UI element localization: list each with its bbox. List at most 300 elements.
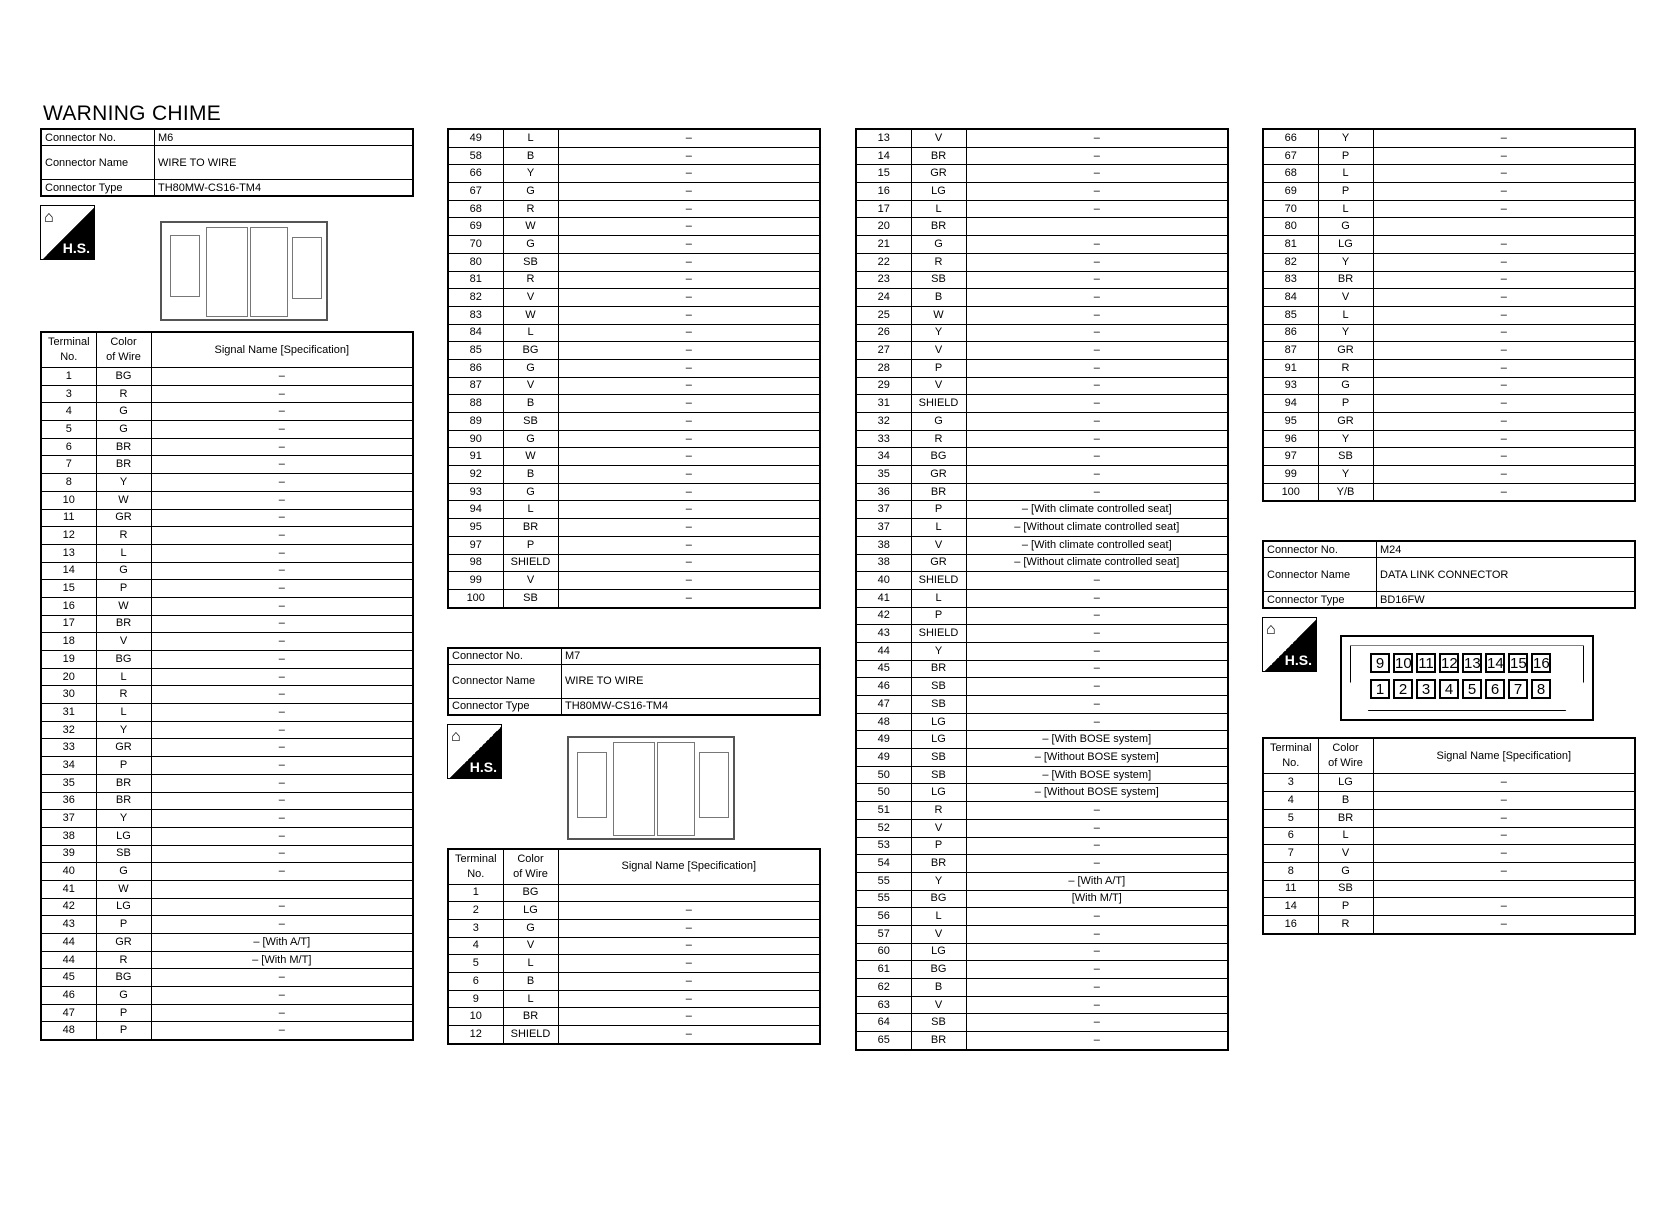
m24-connector-name: DATA LINK CONNECTOR [1377, 558, 1636, 592]
terminal-no: 63 [856, 996, 911, 1014]
wire-color: W [911, 306, 966, 324]
wire-color: LG [911, 731, 966, 749]
table-row [448, 955, 820, 973]
signal-name: – [151, 385, 413, 403]
terminal-no: 45 [856, 660, 911, 678]
table-row [41, 633, 413, 651]
signal-name: – [1373, 183, 1635, 201]
signal-name: – [Without climate controlled seat] [966, 519, 1228, 537]
table-row [448, 501, 820, 519]
signal-name: – [558, 501, 820, 519]
m7-connector-no: M7 [562, 648, 821, 665]
terminal-no: 46 [856, 678, 911, 696]
wire-color: Y [96, 474, 151, 492]
table-row [448, 483, 820, 501]
wire-color: V [503, 377, 558, 395]
terminal-no: 84 [1263, 289, 1318, 307]
signal-name: – [1373, 430, 1635, 448]
terminal-no: 11 [41, 509, 96, 527]
table-row [856, 430, 1228, 448]
wire-color: L [503, 990, 558, 1008]
wire-color: BG [96, 368, 151, 386]
wire-color: V [503, 289, 558, 307]
wire-color: P [1318, 183, 1373, 201]
signal-name [151, 880, 413, 898]
table-row [1263, 147, 1635, 165]
terminal-no: 85 [448, 342, 503, 360]
wire-color: P [911, 837, 966, 855]
signal-name: – [151, 792, 413, 810]
signal-name: – [966, 342, 1228, 360]
table-row [41, 969, 413, 987]
signal-name: – [151, 757, 413, 775]
signal-name: – [558, 937, 820, 955]
signal-name: – [966, 183, 1228, 201]
wire-color: Y/B [1318, 483, 1373, 501]
signal-name: – [966, 147, 1228, 165]
wire-color: V [96, 633, 151, 651]
table-row [41, 951, 413, 969]
table-row [41, 562, 413, 580]
wire-color: LG [911, 784, 966, 802]
signal-name [1373, 880, 1635, 898]
table-row [41, 1004, 413, 1022]
terminal-no: 16 [1263, 915, 1318, 933]
signal-name: – [966, 642, 1228, 660]
table-row [1263, 395, 1635, 413]
terminal-no: 68 [1263, 165, 1318, 183]
wire-color: P [911, 607, 966, 625]
signal-name: – [558, 990, 820, 1008]
signal-header: Signal Name [Specification] [151, 332, 413, 368]
wire-color: L [503, 501, 558, 519]
table-row [1263, 342, 1635, 360]
signal-name: – [558, 955, 820, 973]
table-row [856, 607, 1228, 625]
table-row [1263, 359, 1635, 377]
column-2 [447, 128, 821, 1045]
wire-color: Y [1318, 324, 1373, 342]
signal-name: – [1373, 147, 1635, 165]
signal-name: – [558, 236, 820, 254]
terminal-no: 6 [448, 973, 503, 991]
wire-color: P [1318, 898, 1373, 916]
terminal-no: 38 [856, 554, 911, 572]
signal-name: – [1373, 448, 1635, 466]
table-row [856, 784, 1228, 802]
terminal-no: 6 [41, 438, 96, 456]
table-row [856, 979, 1228, 997]
table-row [448, 271, 820, 289]
wire-color: L [503, 955, 558, 973]
table-row [856, 342, 1228, 360]
wire-color: BG [503, 884, 558, 902]
wire-color: L [1318, 827, 1373, 845]
signal-name: – [558, 919, 820, 937]
terminal-no: 47 [856, 696, 911, 714]
terminal-no: 32 [41, 721, 96, 739]
terminal-no-header: Terminal No. [448, 849, 503, 885]
terminal-no: 66 [1263, 129, 1318, 147]
wire-color: L [503, 129, 558, 147]
signal-name: – [966, 483, 1228, 501]
signal-name: – [966, 1014, 1228, 1032]
wire-color: G [503, 183, 558, 201]
terminal-no: 69 [448, 218, 503, 236]
terminal-no: 15 [856, 165, 911, 183]
terminal-no: 100 [448, 589, 503, 607]
table-row [856, 536, 1228, 554]
terminal-no: 44 [41, 951, 96, 969]
signal-name: – [558, 413, 820, 431]
table-row [856, 943, 1228, 961]
table-row [856, 200, 1228, 218]
dlc-pin: 4 [1439, 679, 1459, 699]
signal-name: – [151, 633, 413, 651]
wire-color: Y [911, 642, 966, 660]
table-row [856, 395, 1228, 413]
terminal-no: 81 [1263, 236, 1318, 254]
signal-name: – [151, 898, 413, 916]
table-row [448, 324, 820, 342]
signal-name: – [1373, 413, 1635, 431]
table-row [856, 165, 1228, 183]
terminal-no: 13 [41, 544, 96, 562]
table-row [41, 810, 413, 828]
color-header: Color of Wire [96, 332, 151, 368]
signal-name: – [966, 359, 1228, 377]
wire-color: V [503, 572, 558, 590]
table-row [448, 519, 820, 537]
table-row [1263, 200, 1635, 218]
terminal-no: 83 [448, 306, 503, 324]
wire-color: BR [911, 855, 966, 873]
data-link-connector-face-icon [1340, 635, 1594, 721]
wire-color: L [1318, 200, 1373, 218]
table-row [1263, 430, 1635, 448]
m24-terminal-table [1262, 737, 1636, 934]
signal-name: – [151, 704, 413, 722]
signal-name: – [1373, 827, 1635, 845]
terminal-no: 52 [856, 819, 911, 837]
signal-name: – [558, 466, 820, 484]
terminal-no: 8 [41, 474, 96, 492]
signal-name: – [558, 572, 820, 590]
wire-color: V [911, 377, 966, 395]
table-row [41, 1022, 413, 1040]
wire-color: BG [96, 969, 151, 987]
signal-name: – [151, 597, 413, 615]
column-1 [40, 128, 414, 1041]
terminal-no: 50 [856, 784, 911, 802]
wire-color: BR [911, 483, 966, 501]
table-row [856, 961, 1228, 979]
table-row [856, 1032, 1228, 1050]
table-row [41, 757, 413, 775]
table-row [448, 413, 820, 431]
table-row [448, 359, 820, 377]
terminal-no: 86 [448, 359, 503, 377]
table-row [856, 572, 1228, 590]
wire-color: SB [96, 845, 151, 863]
terminal-no: 20 [856, 218, 911, 236]
table-row [448, 466, 820, 484]
signal-name: – [151, 739, 413, 757]
signal-name: – [With A/T] [966, 872, 1228, 890]
wire-color: SHIELD [911, 625, 966, 643]
table-row [856, 377, 1228, 395]
terminal-no: 45 [41, 969, 96, 987]
wire-color: R [1318, 359, 1373, 377]
signal-name: – [With climate controlled seat] [966, 536, 1228, 554]
wire-color: LG [911, 713, 966, 731]
terminal-no: 7 [1263, 845, 1318, 863]
table-row [448, 183, 820, 201]
terminal-no: 53 [856, 837, 911, 855]
terminal-no: 28 [856, 359, 911, 377]
signal-name: – [558, 218, 820, 236]
table-row [448, 342, 820, 360]
wire-color: L [911, 908, 966, 926]
m24-diagram [1262, 609, 1636, 737]
terminal-no: 9 [448, 990, 503, 1008]
terminal-no: 3 [448, 919, 503, 937]
table-row [41, 686, 413, 704]
wire-color: LG [503, 902, 558, 920]
table-row [448, 236, 820, 254]
wire-color: G [503, 919, 558, 937]
table-row [856, 289, 1228, 307]
table-row [1263, 483, 1635, 501]
table-row [41, 615, 413, 633]
terminal-no: 44 [41, 934, 96, 952]
signal-name: – [151, 810, 413, 828]
table-row [448, 589, 820, 607]
dlc-pin: 14 [1487, 655, 1504, 673]
table-row [41, 527, 413, 545]
signal-name [1373, 218, 1635, 236]
table-row [856, 696, 1228, 714]
terminal-no: 21 [856, 236, 911, 254]
terminal-no: 67 [448, 183, 503, 201]
table-row [41, 597, 413, 615]
wire-color: BR [96, 615, 151, 633]
signal-name: – [151, 421, 413, 439]
signal-name: – [1373, 809, 1635, 827]
terminal-no: 16 [41, 597, 96, 615]
table-row [41, 491, 413, 509]
wire-color: B [911, 979, 966, 997]
wire-color: R [96, 385, 151, 403]
table-row [856, 766, 1228, 784]
wire-color: SB [911, 766, 966, 784]
wire-color: Y [911, 872, 966, 890]
terminal-no: 22 [856, 253, 911, 271]
wire-color: LG [96, 898, 151, 916]
wire-color: GR [96, 934, 151, 952]
wire-color: G [96, 863, 151, 881]
wire-color: GR [96, 509, 151, 527]
terminal-no-header: Terminal No. [41, 332, 96, 368]
signal-name: – [558, 359, 820, 377]
signal-name: – [558, 483, 820, 501]
connector-no-label: Connector No. [448, 648, 562, 665]
terminal-no: 87 [1263, 342, 1318, 360]
terminal-no: 49 [856, 731, 911, 749]
terminal-no: 41 [856, 589, 911, 607]
table-row [41, 509, 413, 527]
color-header: Color of Wire [503, 849, 558, 885]
terminal-no: 91 [448, 448, 503, 466]
table-row [41, 421, 413, 439]
terminal-no: 14 [1263, 898, 1318, 916]
signal-name: [With M/T] [966, 890, 1228, 908]
terminal-no: 94 [448, 501, 503, 519]
terminal-no: 2 [448, 902, 503, 920]
table-row [856, 713, 1228, 731]
signal-name: – [966, 678, 1228, 696]
m6-diagram [40, 197, 414, 331]
dlc-pin: 15 [1510, 655, 1527, 673]
signal-name: – [558, 377, 820, 395]
terminal-no: 34 [41, 757, 96, 775]
wire-color: G [1318, 218, 1373, 236]
terminal-no: 80 [1263, 218, 1318, 236]
connector-name-label: Connector Name [448, 664, 562, 698]
table-row [1263, 448, 1635, 466]
wire-color: BG [911, 890, 966, 908]
m24-connector-type: BD16FW [1377, 592, 1636, 609]
dlc-pin: 8 [1531, 679, 1551, 699]
table-row [448, 572, 820, 590]
connector-type-label: Connector Type [41, 180, 155, 197]
terminal-no: 23 [856, 271, 911, 289]
m6-connector-type: TH80MW-CS16-TM4 [155, 180, 414, 197]
wire-color: R [1318, 915, 1373, 933]
connector-no-label: Connector No. [1263, 541, 1377, 558]
wire-color: LG [96, 827, 151, 845]
terminal-no: 92 [448, 466, 503, 484]
terminal-no: 27 [856, 342, 911, 360]
terminal-no: 35 [41, 774, 96, 792]
connector-no-label: Connector No. [41, 129, 155, 146]
signal-name: – [1373, 862, 1635, 880]
wire-color: BG [911, 448, 966, 466]
table-row [41, 987, 413, 1005]
terminal-no: 58 [448, 147, 503, 165]
terminal-no: 65 [856, 1032, 911, 1050]
connector-name-label: Connector Name [41, 146, 155, 180]
signal-name: – [966, 448, 1228, 466]
terminal-no: 12 [41, 527, 96, 545]
terminal-no: 62 [856, 979, 911, 997]
harness-side-icon: ⌂ H.S. [40, 205, 95, 260]
table-row [41, 792, 413, 810]
terminal-no: 99 [1263, 466, 1318, 484]
signal-name: – [151, 686, 413, 704]
terminal-no: 10 [448, 1008, 503, 1026]
signal-name: – [966, 413, 1228, 431]
terminal-no: 42 [856, 607, 911, 625]
terminal-no: 48 [856, 713, 911, 731]
wire-color: L [1318, 165, 1373, 183]
signal-name: – [151, 969, 413, 987]
signal-name: – [151, 403, 413, 421]
wire-color: G [96, 421, 151, 439]
wire-color: V [911, 129, 966, 147]
wire-color: BR [96, 774, 151, 792]
wire-color: P [96, 916, 151, 934]
signal-name: – [558, 306, 820, 324]
table-row [1263, 809, 1635, 827]
m7-connector-name: WIRE TO WIRE [562, 664, 821, 698]
signal-name: – [558, 973, 820, 991]
table-row [448, 306, 820, 324]
signal-header: Signal Name [Specification] [1373, 738, 1635, 774]
table-row [1263, 271, 1635, 289]
table-row [1263, 253, 1635, 271]
wire-color: P [503, 536, 558, 554]
terminal-no: 49 [448, 129, 503, 147]
terminal-no: 15 [41, 580, 96, 598]
m6-connector-face-icon [160, 221, 328, 321]
wire-color: SB [911, 696, 966, 714]
wire-color: Y [1318, 129, 1373, 147]
signal-name: – [1373, 898, 1635, 916]
signal-name: – [1373, 792, 1635, 810]
m7-terminal-table [447, 848, 821, 1045]
signal-name: – [558, 395, 820, 413]
table-row [448, 937, 820, 955]
table-row [41, 438, 413, 456]
table-row [448, 536, 820, 554]
terminal-no: 26 [856, 324, 911, 342]
connector-name-label: Connector Name [1263, 558, 1377, 592]
table-row [41, 827, 413, 845]
signal-name: – [558, 589, 820, 607]
signal-name [966, 218, 1228, 236]
table-row [1263, 236, 1635, 254]
terminal-no: 70 [1263, 200, 1318, 218]
wire-color: B [911, 289, 966, 307]
signal-name: – [Without BOSE system] [966, 784, 1228, 802]
terminal-no: 93 [1263, 377, 1318, 395]
signal-name: – [1373, 915, 1635, 933]
wire-color: B [503, 466, 558, 484]
terminal-no: 19 [41, 651, 96, 669]
terminal-no: 14 [41, 562, 96, 580]
terminal-no: 6 [1263, 827, 1318, 845]
signal-name: – [966, 625, 1228, 643]
signal-name: – [151, 474, 413, 492]
signal-name: – [966, 855, 1228, 873]
table-row [448, 377, 820, 395]
table-row [856, 359, 1228, 377]
signal-name: – [966, 466, 1228, 484]
signal-name: – [151, 721, 413, 739]
signal-name: – [966, 696, 1228, 714]
terminal-no: 80 [448, 253, 503, 271]
terminal-no: 30 [41, 686, 96, 704]
table-row [856, 996, 1228, 1014]
terminal-no: 33 [856, 430, 911, 448]
signal-name: – [1373, 129, 1635, 147]
wire-color: BR [911, 218, 966, 236]
wire-color: BR [96, 792, 151, 810]
table-row [41, 403, 413, 421]
wire-color: G [911, 413, 966, 431]
signal-name: – [558, 448, 820, 466]
